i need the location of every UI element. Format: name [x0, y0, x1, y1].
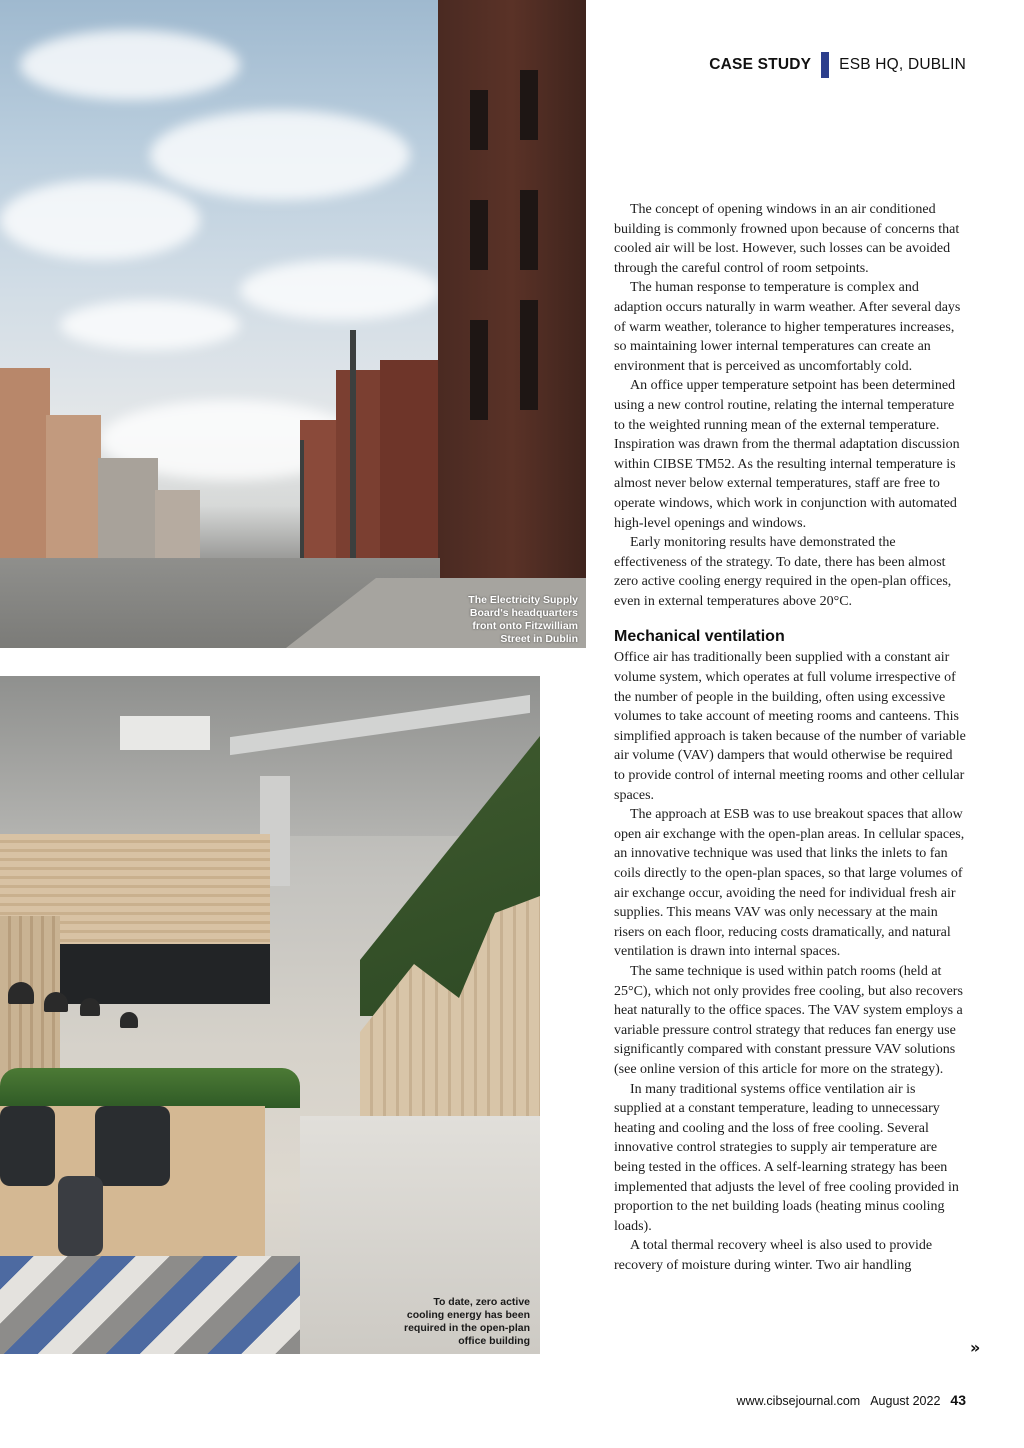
pendant-light: [44, 992, 68, 1012]
pendant-light: [8, 982, 34, 1004]
paragraph: A total thermal recovery wheel is also used to provide recovery of moisture during winter. Two air handling: [614, 1238, 933, 1273]
paragraph: The concept of opening windows in an air conditioned building is commonly frowned upon because of concerns that cooled air will be lost. However, such losses can be avoided through the careful control of room setpoints.: [614, 202, 960, 276]
paragraph: Office air has traditionally been supplied with a constant air volume system, which operates at full volume irrespective of the number of people in the building, often using excessive volumes to take account of meeting rooms and canteens. This simplified approach is taken because of the number of variable air volume (VAV) dampers that would otherwise be required to provide control of internal meeting rooms and other cellular spaces.: [614, 650, 966, 803]
window: [520, 70, 538, 140]
building: [155, 490, 200, 568]
window: [470, 200, 488, 270]
page-footer: [737, 1392, 966, 1408]
chair: [0, 1106, 55, 1186]
paragraph: An office upper temperature setpoint has been determined using a new control routine, relating the internal temperature to the weighted running mean of the external temperature. Inspiration was drawn from the thermal adaptation discussion within CIBSE TM52. As the resulting internal temperature is almost never below external temperatures, staff are free to operate windows, which work in conjunction with automated high-level openings and windows.: [614, 378, 960, 531]
page-number: 43: [950, 1392, 966, 1408]
running-header: [709, 52, 966, 78]
building: [0, 368, 50, 578]
office-photo-caption: To date, zero active cooling energy has been required in the open-plan office building: [403, 1296, 530, 1347]
building: [98, 458, 158, 570]
cloud: [150, 110, 410, 200]
cloud: [60, 300, 240, 350]
planter-plants: [0, 1068, 300, 1108]
street-photo-caption: The Electricity Supply Board's headquarters front onto Fitzwilliam Street in Dublin: [468, 594, 578, 645]
issue-date: August 2022: [870, 1394, 941, 1408]
continue-arrow-icon: »: [970, 1338, 981, 1357]
article-body: [614, 200, 966, 1275]
patterned-carpet: [0, 1256, 300, 1354]
window: [470, 90, 488, 150]
header-divider-bar: [821, 52, 829, 78]
paragraph: In many traditional systems office ventilation air is supplied at a constant temperature, leading to unnecessary heating and cooling and the loss of free cooling. Several innovative control strategies to supply air temperature are being tested in the offices. A self-learning strategy has been implemented that adjusts the level of free cooling provided in proportion to the net building loads (heating minus cooling loads).: [614, 1081, 959, 1234]
cloud: [0, 180, 200, 260]
window: [520, 190, 538, 270]
office-photo: [0, 676, 540, 1354]
street-photo: [0, 0, 586, 648]
window: [470, 320, 488, 420]
paragraph: The approach at ESB was to use breakout spaces that allow open air exchange with the open-plan areas. In cellular spaces, an innovative technique was used that links the inlets to fan coils directly to the open-plan spaces, so that large volumes of air exchange occur, avoiding the need for individual fresh air supplies. This means VAV was only necessary at the main risers on each floor, reducing costs dramatically, and natural ventilation is drawn into internal spaces.: [614, 807, 965, 960]
ceiling-diffuser: [120, 716, 210, 750]
topic-label: ESB HQ, DUBLIN: [839, 56, 966, 73]
chair: [58, 1176, 103, 1256]
building: [46, 415, 101, 575]
chair: [95, 1106, 170, 1186]
paragraph: The human response to temperature is complex and adaption occurs naturally in warm weather. After several days of warm weather, tolerance to higher temperatures increases, so maintaining lower internal temperatures can create an environment that is perceived as uncomfortably cold.: [614, 280, 961, 374]
cloud: [20, 30, 240, 100]
section-heading: Mechanical ventilation: [614, 628, 785, 646]
window: [520, 300, 538, 410]
paragraph: Early monitoring results have demonstrated the effectiveness of the strategy. To date, there has been almost zero active cooling energy required in the open-plan offices, even in external temperatures above 20°C.: [614, 535, 952, 609]
pendant-light: [120, 1012, 138, 1028]
tall-brick-building: [438, 0, 586, 620]
journal-url: www.cibsejournal.com: [736, 1394, 861, 1408]
section-label: CASE STUDY: [709, 56, 812, 73]
pendant-light: [80, 998, 100, 1016]
black-ceiling-raft: [60, 944, 270, 1004]
cloud: [240, 260, 440, 320]
paragraph: The same technique is used within patch rooms (held at 25°C), which not only provides free cooling, but also recovers heat naturally to the office spaces. The VAV system employs a variable pressure control strategy that reduces fan energy use significantly compared with constant pressure VAV solutions (see online version of this article for more on the strategy).: [614, 963, 963, 1077]
